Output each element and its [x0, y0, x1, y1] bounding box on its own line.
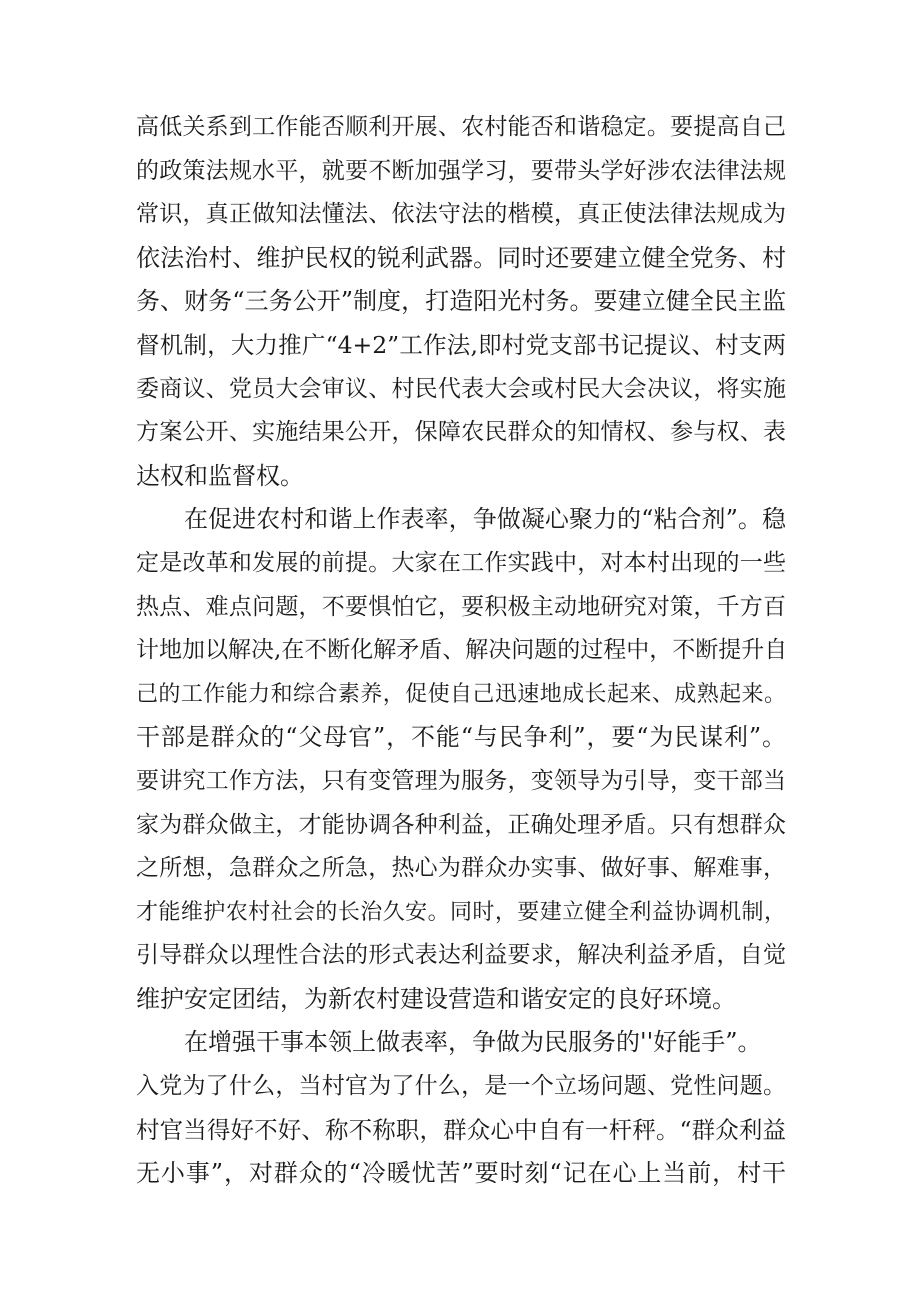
text-line: 务、财务“三务公开”制度，打造阳光村务。要建立健全民主监 — [136, 287, 786, 316]
text-line: 才能维护农村社会的长治久安。同时，要建立健全利益协调机制， — [136, 899, 786, 925]
text-line: 的政策法规水平，就要不断加强学习，要带头学好涉农法律法规 — [136, 157, 786, 184]
text-line: 要讲究工作方法，只有变管理为服务，变领导为引导，变干部当 — [136, 767, 786, 794]
text-line: 热点、难点问题，不要惧怕它，要积极主动地研究对策，千方百 — [136, 593, 786, 620]
text-line: 入党为了什么，当村官为了什么，是一个立场问题、党性问题。 — [136, 1073, 786, 1100]
text-line: 己的工作能力和综合素养，促使自己迅速地成长起来、成熟起来。 — [136, 681, 786, 707]
text-line: 之所想，急群众之所急，热心为群众办实事、做好事、解难事， — [136, 855, 786, 882]
text-line: 委商议、党员大会审议、村民代表大会或村民大会决议，将实施 — [136, 375, 786, 402]
text-line: 干部是群众的“父母官”，不能“与民争利”，要“为民谋利”。 — [136, 723, 786, 752]
paragraph-start-line: 在促进农村和谐上作表率，争做凝心聚力的“粘合剂”。稳 — [184, 505, 786, 534]
text-line: 计地加以解决,在不断化解矛盾、解决问题的过程中，不断提升自 — [136, 637, 788, 664]
text-line: 家为群众做主，才能协调各种利益，正确处理矛盾。只有想群众 — [136, 811, 786, 838]
text-line: 常识，真正做知法懂法、依法守法的楷模，真正使法律法规成为 — [136, 201, 786, 228]
text-line: 村官当得好不好、称不称职，群众心中自有一杆秤。“群众利益 — [136, 1115, 786, 1144]
text-line: 依法治村、维护民权的锐利武器。同时还要建立健全党务、村 — [136, 243, 786, 272]
text-line: 引导群众以理性合法的形式表达利益要求，解决利益矛盾，自觉 — [136, 942, 786, 969]
text-line: 督机制，大力推广“4+2”工作法,即村党支部书记提议、村支两 — [136, 330, 786, 359]
text-line: 定是改革和发展的前提。大家在工作实践中，对本村出现的一些 — [136, 549, 786, 576]
body-text — [136, 106, 786, 1196]
text-line: 维护安定团结，为新农村建设营造和谐安定的良好环境。 — [136, 984, 736, 1013]
text-line: 高低关系到工作能否顺利开展、农村能否和谐稳定。要提高自己 — [136, 114, 786, 140]
text-line: 达权和监督权。 — [136, 461, 304, 490]
text-line: 无小事”，对群众的“冷暖忧苦”要时刻“记在心上当前，村干 — [136, 1159, 786, 1188]
text-line: 方案公开、实施结果公开，保障农民群众的知情权、参与权、表 — [136, 419, 786, 446]
paragraph-start-line: 在增强干事本领上做表率，争做为民服务的''好能手”。 — [184, 1028, 762, 1057]
